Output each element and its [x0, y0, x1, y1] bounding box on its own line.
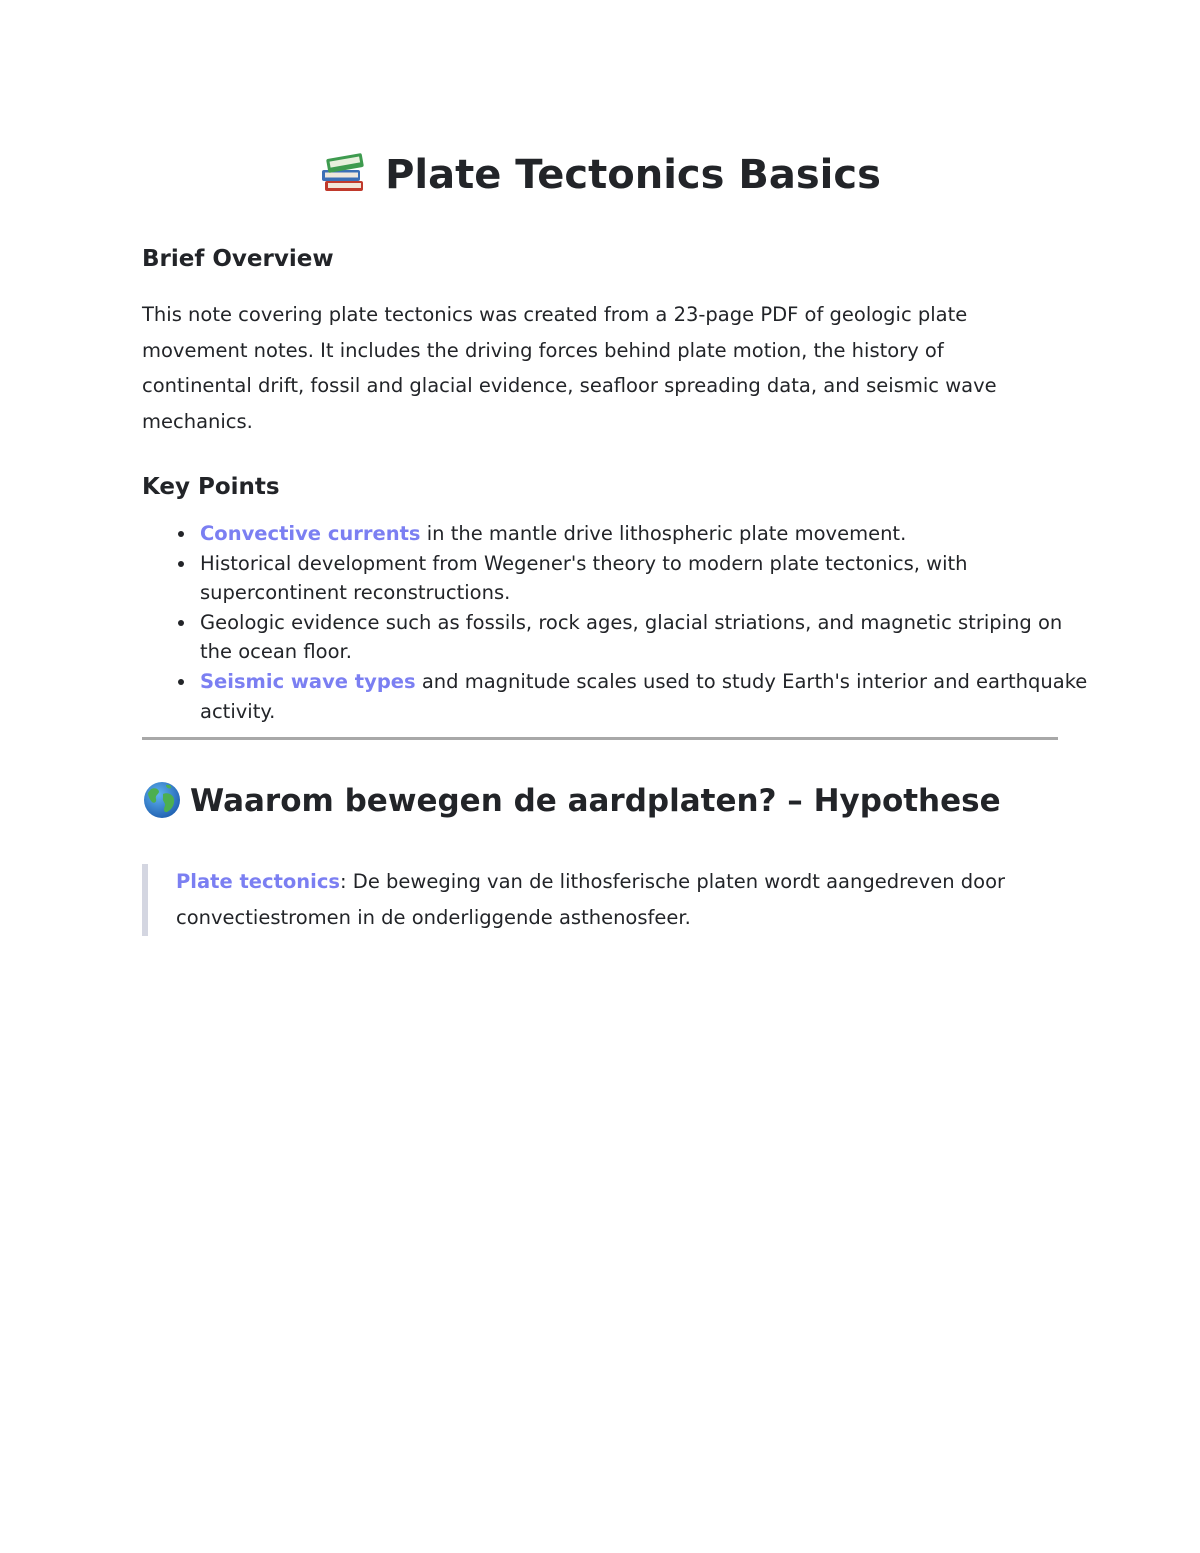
document-title-text: Plate Tectonics Basics — [385, 152, 881, 198]
key-points-heading: Key Points — [142, 474, 280, 500]
term-link[interactable]: Plate tectonics — [176, 870, 341, 893]
definition-quote — [142, 864, 1028, 936]
list-item — [200, 549, 1100, 608]
list-item-text: and magnitude scales used to study Earth's interior and earthquake activity. — [200, 669, 1088, 723]
list-item-text: Geologic evidence such as fossils, rock ages, glacial striations, and magnetic striping on the ocean floor. — [200, 610, 1063, 664]
section-title — [142, 778, 1001, 824]
list-item — [200, 608, 1100, 667]
globe-icon — [142, 780, 182, 820]
list-item-text: Historical development from Wegener's theory to modern plate tectonics, with supercontinent reconstructions. — [200, 551, 968, 605]
bullet-icon — [178, 561, 184, 567]
overview-paragraph: This note covering plate tectonics was created from a 23-page PDF of geologic plate movement notes. It includes the driving forces behind plate motion, the history of continental drift, fossil and glacial evidence, seafloor spreading data, and seismic wave mechanics. — [142, 303, 997, 433]
bullet-icon — [178, 620, 184, 626]
bullet-icon — [178, 679, 184, 685]
overview-heading: Brief Overview — [142, 246, 334, 272]
key-points-list — [142, 519, 1100, 726]
term-link[interactable]: Convective currents — [200, 522, 421, 545]
list-item — [200, 667, 1100, 726]
bullet-icon — [178, 531, 184, 537]
list-item — [200, 519, 1100, 549]
term-link[interactable]: Seismic wave types — [200, 669, 416, 693]
books-icon — [319, 148, 369, 198]
quote-text: : De beweging van de lithosferische platen wordt aangedreven door convectiestromen in de onderliggende asthenosfeer. — [176, 870, 1006, 929]
section-title-text: Waarom bewegen de aardplaten? – Hypothese — [190, 783, 1001, 819]
document-title — [142, 143, 1058, 207]
section-divider — [142, 737, 1058, 740]
list-item-text: in the mantle drive lithospheric plate movement. — [420, 522, 907, 545]
